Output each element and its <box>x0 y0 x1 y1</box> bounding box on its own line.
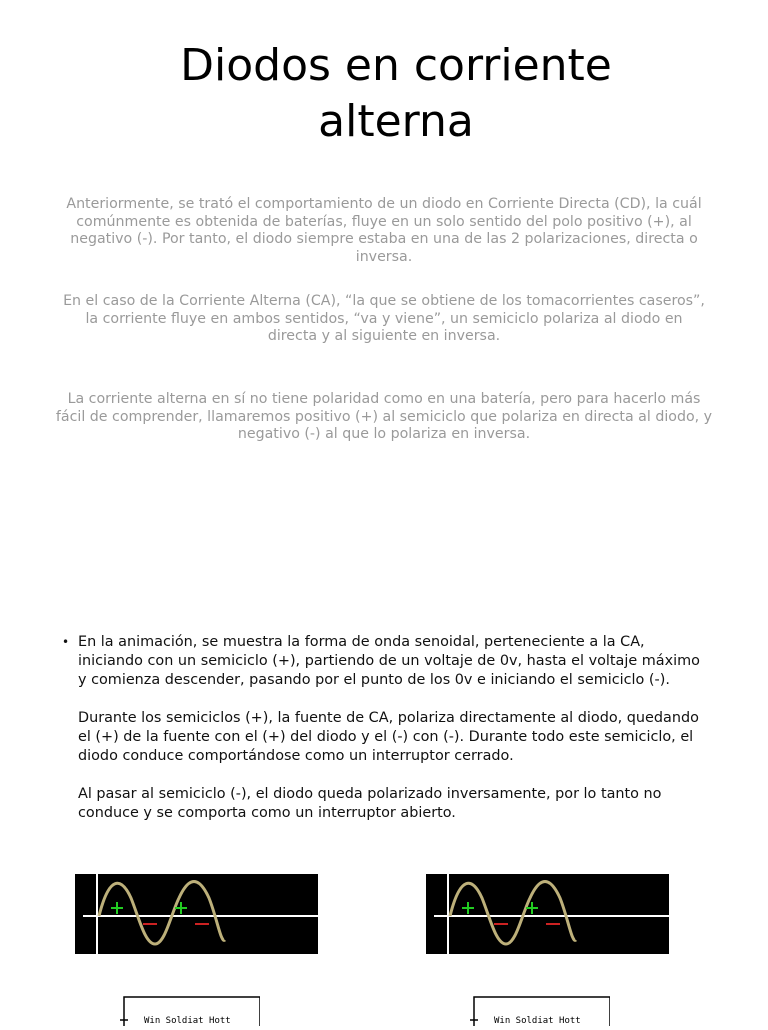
bullet-paragraph-3: Al pasar al semiciclo (-), el diodo queda polarizado inversamente, por lo tanto no conduce y se comporta como un interruptor abierto. <box>78 786 662 821</box>
bullet-list <box>62 633 712 823</box>
intro-paragraph-2: En el caso de la Corriente Alterna (CA), “la que se obtiene de los tomacorrientes caseros”, la corriente fluye en ambos sentidos, “va y viene”, un semiciclo polariza al diodo en directa y al siguiente en inversa. <box>63 293 705 345</box>
circuit-label: Win Soldiat Hott <box>494 1016 581 1026</box>
title-line-2: alterna <box>318 96 474 147</box>
circuit-diagram-right <box>470 996 610 1026</box>
intro-paragraph-1: Anteriormente, se trató el comportamiento de un diodo en Corriente Directa (CD), la cuál comúnmente es obtenida de baterías, fluye en un solo sentido del polo positivo (+), al negativo (-). Por tanto, el diodo siempre estaba en una de las 2 polarizaciones, directa o inversa. <box>66 196 702 265</box>
sine-wave-animation-right <box>426 874 669 954</box>
circuit-label: Win Soldiat Hott <box>144 1016 231 1026</box>
sine-wave-graphic <box>75 874 318 954</box>
sine-wave-graphic <box>426 874 669 954</box>
title-line-1: Diodos en corriente <box>180 40 612 91</box>
intro-paragraph-3: La corriente alterna en sí no tiene polaridad como en una batería, pero para hacerlo más fácil de comprender, llamaremos positivo (+) al semiciclo que polariza en directa al diodo, y negativo (-) al que lo polariza en inversa. <box>55 391 713 443</box>
bullet-paragraph-1: En la animación, se muestra la forma de onda senoidal, perteneciente a la CA, iniciando con un semiciclo (+), partiendo de un voltaje de 0v, hasta el voltaje máximo y comienza descender, pasando por el punto de los 0v e iniciando el semiciclo (-). <box>78 634 700 688</box>
bullet-marker: • <box>62 635 70 649</box>
bullet-paragraph-2: Durante los semiciclos (+), la fuente de CA, polariza directamente al diodo, quedando el (+) de la fuente con el (+) del diodo y el (-) con (-). Durante todo este semiciclo, el diodo conduce comportándose como un interruptor cerrado. <box>78 710 699 764</box>
circuit-diagram-left <box>120 996 260 1026</box>
sine-wave-animation-left <box>75 874 318 954</box>
bullet-item <box>78 633 712 823</box>
page-title <box>0 38 768 150</box>
